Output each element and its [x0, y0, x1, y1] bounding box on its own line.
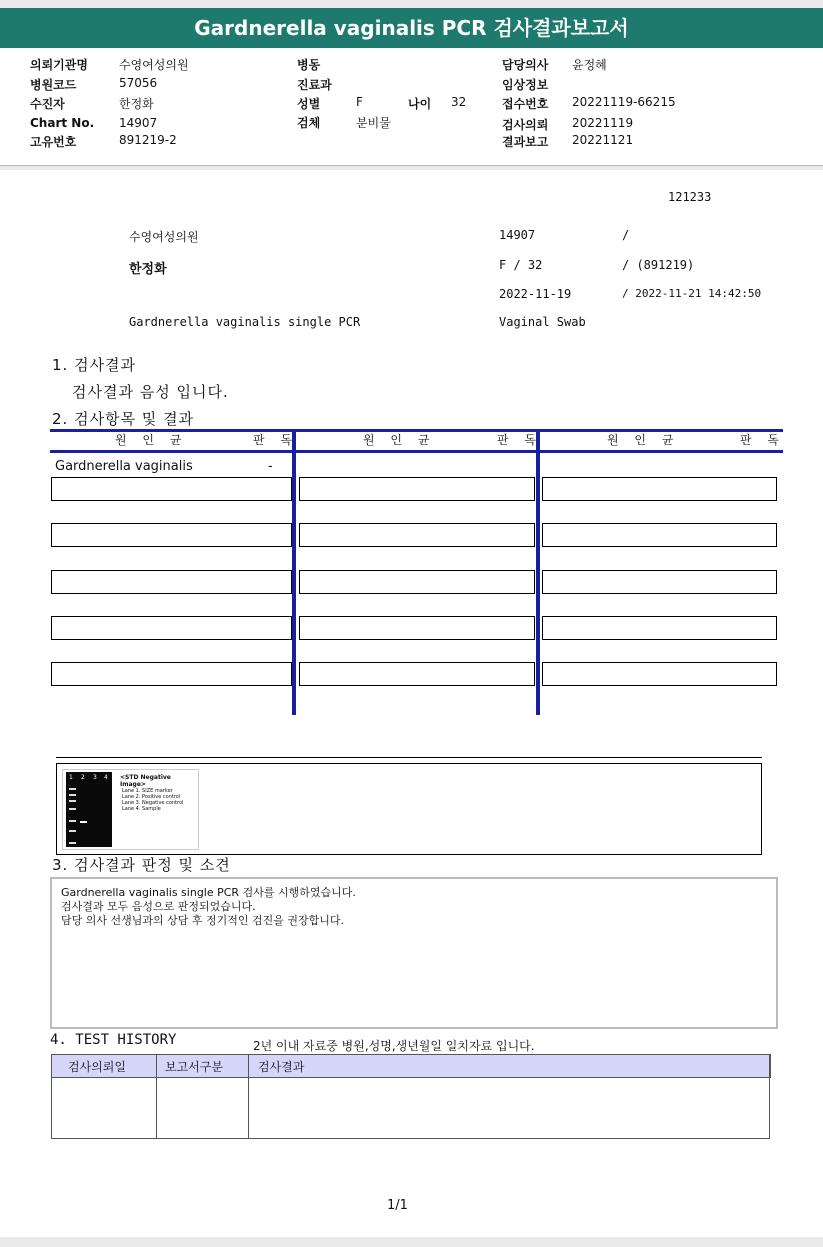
gel-legend-line: Lane 1. SIZE marker [122, 788, 173, 794]
label-sex: 성별 [297, 97, 321, 111]
result-box [542, 662, 777, 686]
gel-band [69, 788, 76, 790]
result-box [542, 570, 777, 594]
gel-band [69, 820, 76, 822]
top-strip [0, 0, 823, 6]
label-report-date: 결과보고 [502, 135, 549, 149]
history-border-left [51, 1054, 52, 1139]
section-2-title: 2. 검사항목 및 결과 [52, 410, 195, 428]
label-request-date: 검사의뢰 [502, 118, 549, 132]
col-organism-2: 원 인 균 [363, 433, 436, 447]
gel-title: <STD Negative Image> [120, 774, 171, 788]
value-sex: F [356, 95, 363, 109]
col-judge-2: 판 독 [497, 433, 542, 447]
lane-number: 3 [93, 774, 97, 781]
gel-band-positive [80, 821, 87, 823]
value-specimen: 분비물 [356, 116, 391, 130]
report-birth: / (891219) [622, 258, 695, 272]
label-department: 진료과 [297, 78, 332, 92]
result-box [51, 616, 292, 640]
history-col-date: 검사의뢰일 [68, 1060, 126, 1074]
lane-number: 4 [104, 774, 108, 781]
history-header [51, 1054, 771, 1078]
label-hospital-code: 병원코드 [30, 78, 77, 92]
label-patient: 수진자 [30, 97, 65, 111]
history-note: 2년 이내 자료중 병원,성명,생년월일 일치자료 입니다. [253, 1039, 535, 1053]
comment-line: 담당 의사 선생님과의 상담 후 정기적인 검진을 권장합니다. [61, 914, 344, 927]
gel-band [69, 808, 76, 810]
comment-line: Gardnerella vaginalis single PCR 검사를 시행하였습니다. [61, 886, 356, 899]
history-divider [156, 1054, 157, 1139]
value-receipt-no: 20221119-66215 [572, 95, 676, 109]
history-col-type: 보고서구분 [165, 1060, 223, 1074]
result-box [299, 616, 535, 640]
result-box [51, 570, 292, 594]
comment-text [61, 886, 356, 928]
comment-line: 검사결과 모두 음성으로 판정되었습니다. [61, 900, 256, 913]
comment-box [50, 877, 778, 1029]
page-number: 1/1 [387, 1198, 408, 1213]
report-request-date: 2022-11-19 [499, 287, 572, 301]
gel-image [62, 769, 199, 850]
value-doctor: 윤정혜 [572, 58, 607, 72]
value-patient: 한정화 [119, 97, 154, 111]
result-box [299, 570, 535, 594]
label-doctor: 담당의사 [502, 58, 549, 72]
result-box [299, 477, 535, 501]
lane-number: 1 [69, 774, 73, 781]
section-4-title: 4. TEST HISTORY [50, 1032, 177, 1048]
value-age: 32 [451, 95, 467, 109]
history-col-result: 검사결과 [258, 1060, 305, 1074]
col-organism-3: 원 인 균 [607, 433, 680, 447]
table-header-rule [50, 450, 783, 453]
result-box [542, 523, 777, 547]
result-box [542, 477, 777, 501]
label-chart-no: Chart No. [30, 116, 95, 130]
value-report-date: 20221121 [572, 133, 634, 147]
label-ward: 병동 [297, 58, 321, 72]
gel-rule [56, 757, 762, 758]
section-1-result: 검사결과 음성 입니다. [72, 383, 229, 401]
col-organism-1: 원 인 균 [115, 433, 188, 447]
gel-band [69, 800, 76, 802]
value-request-date: 20221119 [572, 116, 634, 130]
section-1-title: 1. 검사결과 [52, 356, 137, 374]
report-datetime: / 2022-11-21 14:42:50 [622, 287, 762, 300]
value-hospital: 수영여성의원 [119, 58, 189, 72]
report-specimen: Vaginal Swab [499, 315, 586, 329]
label-clinical-info: 임상정보 [502, 78, 549, 92]
report-code: 121233 [668, 190, 712, 204]
report-chart: 14907 [499, 228, 536, 242]
gel-band [69, 794, 76, 796]
table-divider-2 [536, 429, 540, 715]
section-3-title: 3. 검사결과 판정 및 소견 [52, 856, 231, 874]
value-unique-no: 891219-2 [119, 133, 177, 147]
history-border-bottom [51, 1138, 770, 1139]
gel-legend-line: Lane 3. Negative control [122, 800, 184, 806]
label-hospital: 의뢰기관명 [30, 58, 88, 72]
gel-band [69, 830, 76, 832]
history-divider [248, 1054, 249, 1139]
result-box [542, 616, 777, 640]
label-specimen: 검체 [297, 116, 321, 130]
report-title: Gardnerella vaginalis PCR 검사결과보고서 [0, 8, 823, 48]
lane-number: 2 [81, 774, 85, 781]
report-hospital: 수영여성의원 [129, 230, 199, 244]
report-slash: / [622, 228, 630, 242]
gel-band [69, 842, 76, 844]
result-box [299, 523, 535, 547]
report-patient: 한정화 [129, 262, 167, 277]
gel-legend-line: Lane 4. Sample [122, 806, 161, 812]
label-unique-no: 고유번호 [30, 135, 77, 149]
col-judge-3: 판 독 [740, 433, 785, 447]
label-age: 나이 [408, 97, 432, 111]
result-value: - [268, 459, 273, 474]
history-border-right [769, 1054, 770, 1139]
patient-header [0, 48, 823, 166]
report-test-name: Gardnerella vaginalis single PCR [129, 315, 361, 329]
value-hospital-code: 57056 [119, 76, 158, 90]
report-sex-age: F / 32 [499, 258, 543, 272]
result-organism: Gardnerella vaginalis [55, 459, 193, 474]
result-box [299, 662, 535, 686]
result-box [51, 662, 292, 686]
value-chart-no: 14907 [119, 116, 158, 130]
result-box [51, 523, 292, 547]
table-divider-1 [292, 429, 296, 715]
result-box [51, 477, 292, 501]
col-judge-1: 판 독 [253, 433, 298, 447]
gel-legend-line: Lane 2. Positive control [122, 794, 181, 800]
gel-strip [66, 772, 112, 847]
label-receipt-no: 접수번호 [502, 97, 549, 111]
